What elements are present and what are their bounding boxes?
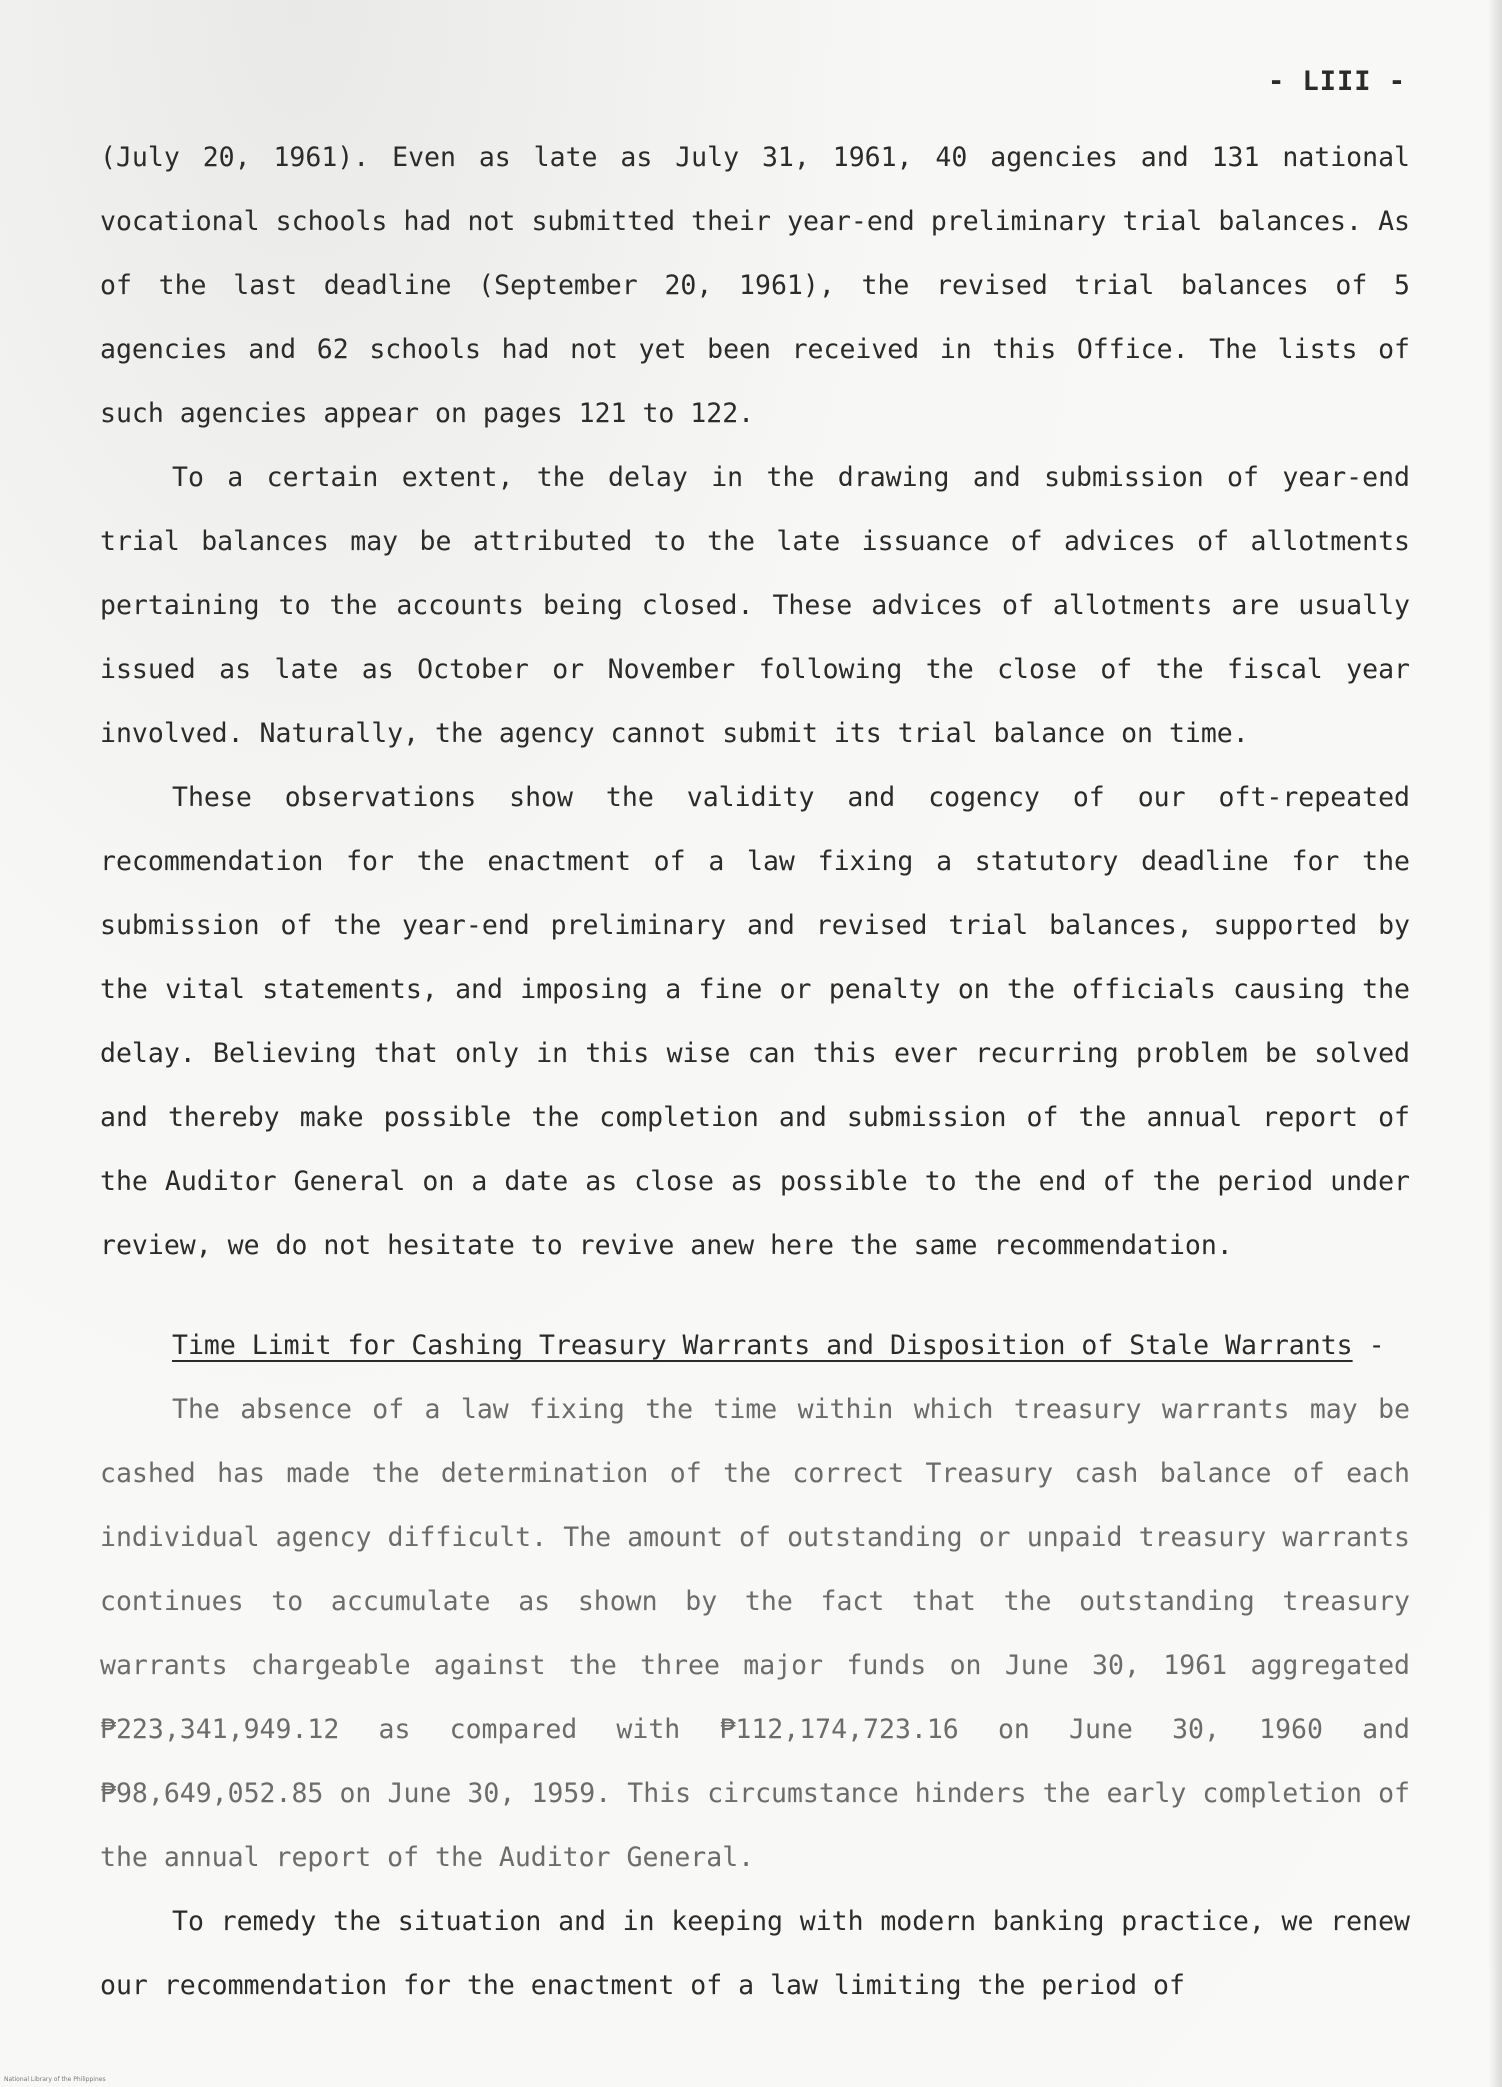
page-number: - LIII - — [1267, 66, 1406, 97]
footer-credit: National Library of the Philippines — [4, 2076, 106, 2083]
section-heading-dash: - — [1352, 1330, 1385, 1361]
page-edge-shadow — [1488, 0, 1502, 2087]
section-heading — [100, 1314, 1410, 1378]
paragraph-3: These observations show the validity and cogency of our oft-repeated recommendation for the enactment of a law fixing a statutory deadline for the submission of the year-end preliminary and revised trial balances, supported by the vital statements, and imposing a fine or penalty on the officials causing the delay. Believing that only in this wise can this ever recurring problem be solved and thereby make possible the completion and submission of the annual report of the Auditor General on a date as close as possible to the end of the period under review, we do not hesitate to revive anew here the same recommendation. — [100, 782, 1410, 1261]
section-heading-text: Time Limit for Cashing Treasury Warrants and Disposition of Stale Warrants — [172, 1330, 1353, 1361]
section-paragraph-2: To remedy the situation and in keeping with modern banking practice, we renew our recommendation for the enactment of a law limiting the period of — [100, 1906, 1410, 2001]
document-body — [100, 126, 1410, 2018]
section-paragraph-1: The absence of a law fixing the time within which treasury warrants may be cashed has made the determination of the correct Treasury cash balance of each individual agency difficult. The amount of outstanding or unpaid treasury warrants continues to accumulate as shown by the fact that the outstanding treasury warrants chargeable against the three major funds on June 30, 1961 aggregated ₱223,341,949.12 as compared with ₱112,174,723.16 on June 30, 1960 and ₱98,649,052.85 on June 30, 1959. This circumstance hinders the early completion of the annual report of the Auditor General. — [100, 1394, 1410, 1873]
paragraph-1: (July 20, 1961). Even as late as July 31, 1961, 40 agencies and 131 national vocational schools had not submitted their year-end preliminary trial balances. As of the last deadline (September 20, 1961), the revised trial balances of 5 agencies and 62 schools had not yet been received in this Office. The lists of such agencies appear on pages 121 to 122. — [100, 142, 1410, 429]
paragraph-2: To a certain extent, the delay in the drawing and submission of year-end trial balances may be attributed to the late issuance of advices of allotments pertaining to the accounts being closed. These advices of allotments are usually issued as late as October or November following the close of the fiscal year involved. Naturally, the agency cannot submit its trial balance on time. — [100, 462, 1410, 749]
